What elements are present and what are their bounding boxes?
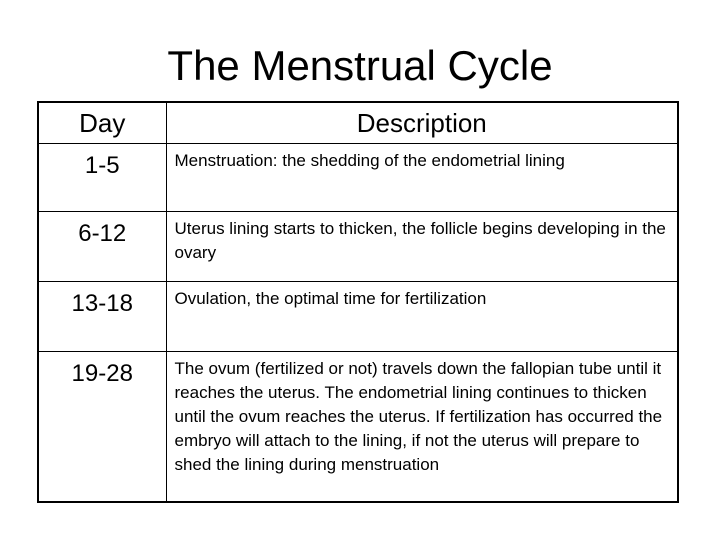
page-title: The Menstrual Cycle [167,42,553,89]
menstrual-cycle-table [37,101,679,503]
table-row [38,352,678,502]
day-cell: 19-28 [38,352,166,502]
table-row [38,144,678,212]
day-column-header: Day [38,102,166,144]
description-cell: Ovulation, the optimal time for fertilization [166,282,678,352]
description-cell: The ovum (fertilized or not) travels down the fallopian tube until it reaches the uterus. The endometrial lining continues to thicken until the ovum reaches the uterus. If fertilization has occurred the embryo will attach to the lining, if not the uterus will prepare to shed the lining during menstruation [166,352,678,502]
day-cell: 1-5 [38,144,166,212]
day-cell: 13-18 [38,282,166,352]
table-body [38,144,678,502]
table-header [38,102,678,144]
table-row [38,282,678,352]
description-column-header: Description [166,102,678,144]
description-cell: Uterus lining starts to thicken, the follicle begins developing in the ovary [166,212,678,282]
header-row [38,102,678,144]
description-cell: Menstruation: the shedding of the endometrial lining [166,144,678,212]
table-row [38,212,678,282]
day-cell: 6-12 [38,212,166,282]
